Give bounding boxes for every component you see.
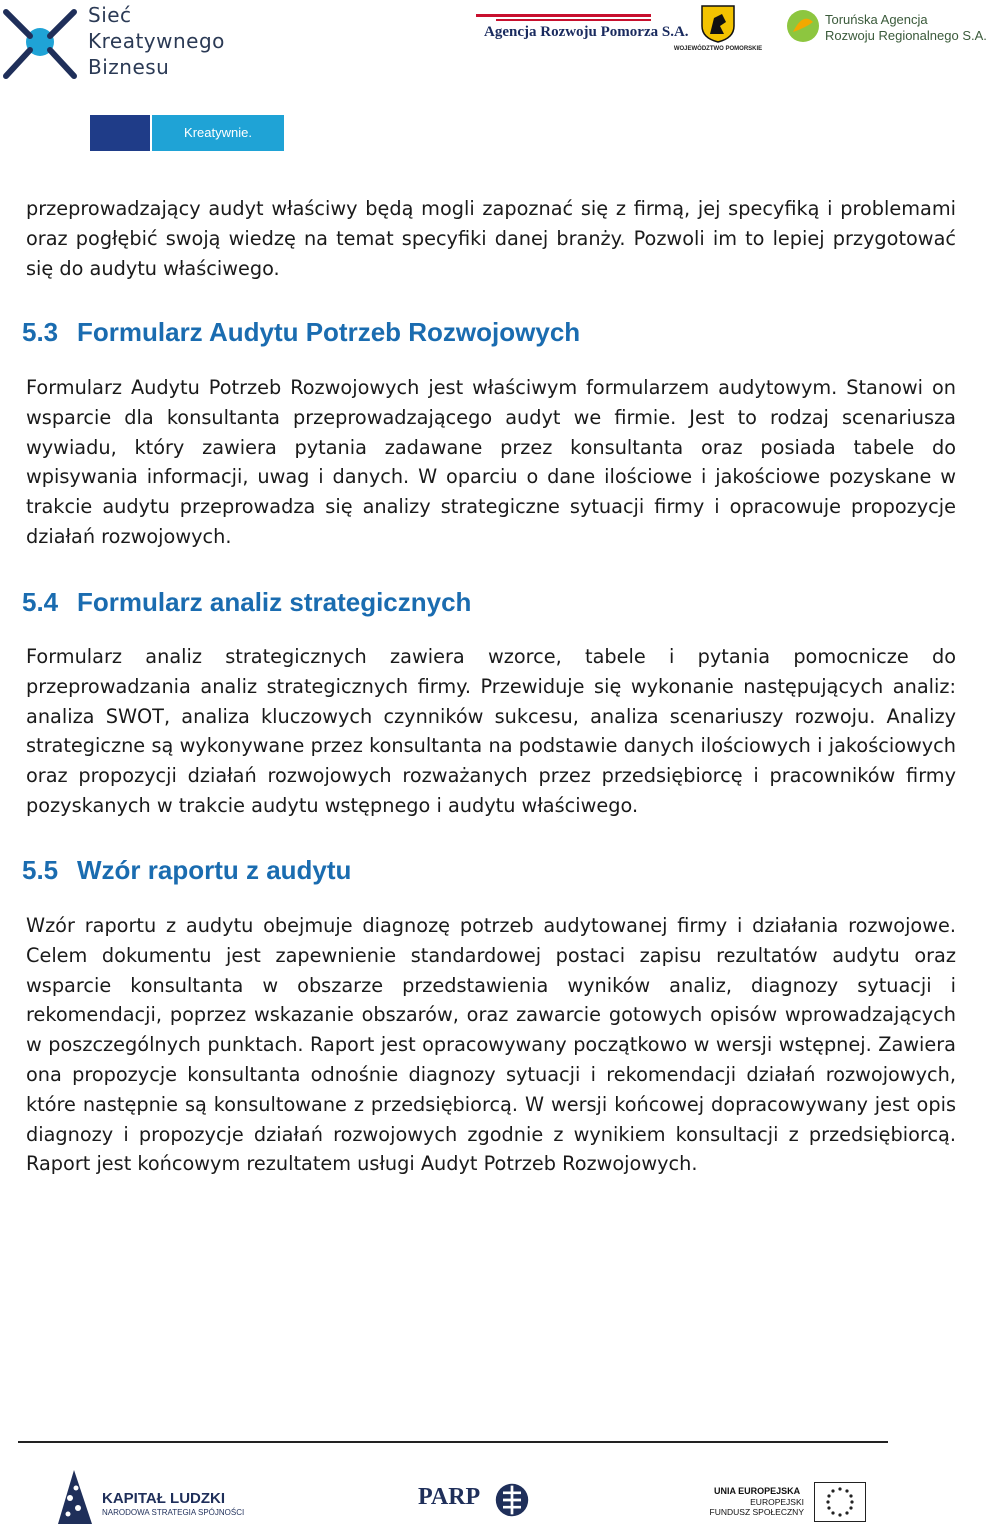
section-title: Wzór raportu z audytu [77,855,352,885]
kapital-ludzki-logo [52,1468,252,1528]
section-heading-5-3 [22,315,580,349]
kreatywnie-block [90,115,150,151]
siec-kreatywnego-biznesu-logo [0,2,230,92]
page-header [0,0,987,160]
kapital-ludzki-subtitle: NARODOWA STRATEGIA SPÓJNOŚCI [102,1508,245,1517]
section-number: 5.5 [22,855,59,885]
arp-logo [476,14,689,54]
section-number: 5.3 [22,317,59,347]
section-5-3-body: Formularz Audytu Potrzeb Rozwojowych jest właściwym formularzem audytowym. Stanowi on wsparcie dla konsultanta przeprowadzającego audyt we firmie. Jest to rodzaj scenariusza wywiadu, który zawiera pytania zadawane przez konsultanta oraz posiada tabele do wpisywania informacji, uwag i danych. W oparciu o dane ilościowe i jakościowe pozyskane w trakcie audytu przeprowadza się analizy strategiczne sytuacji firmy i opracowuje propozycje działań rozwojowych. [26,376,956,548]
parp-mark-icon [494,1482,530,1518]
kreatywnie-banner [90,115,284,151]
tarr-line-1: Toruńska Agencja [825,12,928,27]
section-heading-5-5 [22,853,351,887]
section-5-4-body: Formularz analiz strategicznych zawiera wzorce, tabele i pytania pomocnicze do przeprowadzania analiz strategicznych firmy. Przewiduje się wykonanie następujących analiz: analiza SWOT, analiza kluczowych czynników sukcesu, analiza scenariuszy rozwoju. Analizy strategiczne są wykonywane przez konsultanta na podstawie danych ilościowych i jakościowych oraz propozycji działań rozwojowych rozważanych przez przedsiębiorcę i pracowników firmy pozyskanych w trakcie audytu wstępnego i audytu właściwego. [26,645,956,817]
eu-title: UNIA EUROPEJSKA [714,1486,801,1496]
tarr-leaf-icon [785,8,821,44]
section-number: 5.4 [22,587,59,617]
eu-sub-line-2: FUNDUSZ SPOŁECZNY [709,1507,804,1517]
kapital-ludzki-title: KAPITAŁ LUDZKI [102,1490,226,1507]
kreatywnie-label: Kreatywnie. [152,115,284,151]
wojewodztwo-pomorskie-logo [672,4,764,56]
intro-paragraph: przeprowadzający audyt właściwy będą mogli zapoznać się z firmą, jej specyfiką i problemami oraz pogłębić swoją wiedzę na temat specyfiki danej branży. Pozwoli im to lepiej przygotować się do audytu właściwego. [26,197,956,280]
skb-mark-icon [0,2,80,82]
tarr-line-2: Rozwoju Regionalnego S.A. [825,28,987,43]
skb-line-3: Biznesu [88,55,170,79]
arp-stripes-icon [476,14,651,22]
griffin-shield-icon [700,4,736,44]
section-5-5-body: Wzór raportu z audytu obejmuje diagnozę potrzeb audytowanej firmy i działania rozwojowe. Celem dokumentu jest zapewnienie standardowej postaci zapisu rezultatów audytu oraz wsparcie konsultanta w obszarze przedstawienia wyników analiz, diagnozy sytuacji i rekomendacji, poprzez wskazanie obszarów, oraz zawarcie gotowych opisów wprowadzających w poszczególnych punktach. Raport jest opracowywany początkowo w wersji wstępnej. Zawiera ona propozycje konsultanta odnośnie diagnozy sytuacji i rekomendacji działań rozwojowych, które następnie są konsultowane z przedsiębiorcą. W wersji końcowej dopracowywany jest opis diagnozy i propozycje działań rozwojowych zgodnie z wynikiem konsultacji z przedsiębiorcą. Raport jest końcowym rezultatem usługi Audyt Potrzeb Rozwojowych. [26,914,956,1176]
tarr-logo [785,6,987,50]
skb-line-1: Sieć [88,3,132,27]
kapital-ludzki-icon [52,1468,96,1526]
section-heading-5-4 [22,585,471,619]
footer-divider [18,1441,888,1443]
arp-logo-text: Agencja Rozwoju Pomorza S.A. [484,24,689,40]
skb-line-2: Kreatywnego [88,29,225,53]
eu-sub-line-1: EUROPEJSKI [750,1497,804,1507]
eu-logo [708,1482,868,1526]
eu-flag-icon [814,1482,866,1522]
section-title: Formularz analiz strategicznych [77,587,472,617]
parp-logo [418,1478,538,1524]
parp-logo-text: PARP [418,1484,481,1510]
woj-logo-text: WOJEWÓDZTWO POMORSKIE [673,46,763,52]
section-title: Formularz Audytu Potrzeb Rozwojowych [77,317,581,347]
